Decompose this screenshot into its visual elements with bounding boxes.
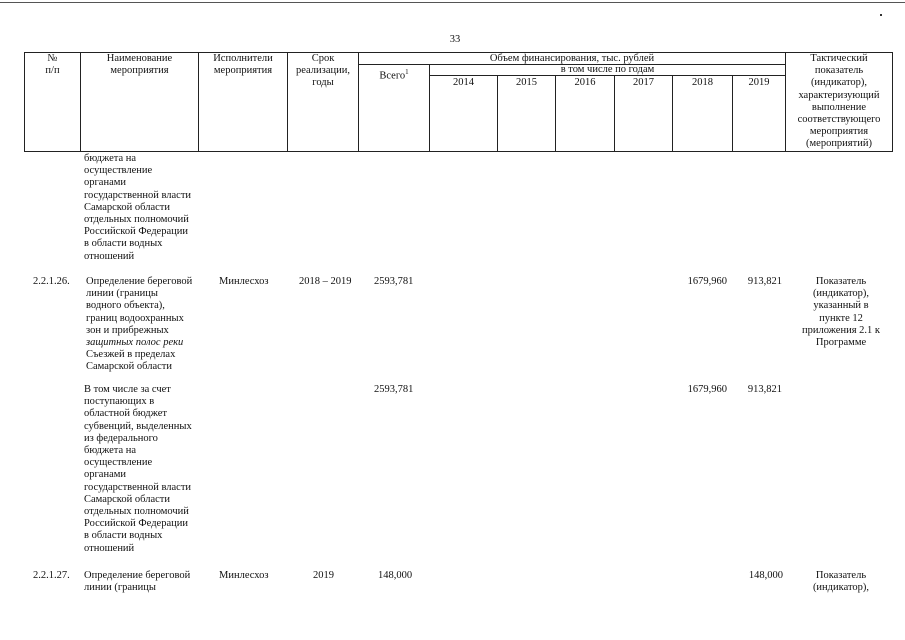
header-year-2015: 2015 (516, 77, 537, 88)
row-total: 2593,781 (374, 276, 414, 287)
row-indicator: Показатель (индикатор), (812, 570, 870, 594)
header-executor: Исполнители мероприятия (213, 53, 273, 77)
page-top-rule (0, 2, 905, 3)
row-value-2019: 913,821 (747, 384, 782, 395)
header-by-years: в том числе по годам (560, 64, 655, 75)
header-num: № п/п (45, 53, 60, 77)
header-year-2016: 2016 (574, 77, 596, 88)
corner-mark (880, 14, 882, 16)
row-total: 148,000 (378, 570, 413, 581)
header-term: Срок реализации, годы (296, 53, 350, 89)
header-funding: Объем финансирования, тыс. рублей (489, 53, 655, 64)
row-value-2018: 1679,960 (687, 276, 727, 287)
header-year-2018: 2018 (692, 77, 713, 88)
row-name (86, 276, 200, 374)
header-year-2014: 2014 (453, 77, 474, 88)
page-number: 33 (449, 34, 461, 45)
header-indicator: Тактический показатель (индикатор), характеризующий выполнение соответствующего мероприятия (мероприятий) (797, 53, 881, 150)
row-name-italic: защитных полос реки (86, 337, 184, 349)
row-number: 2.2.1.26. (33, 276, 70, 287)
row-term: 2018 – 2019 (299, 276, 352, 287)
row-name-part1: Определение береговой линии (границы водного объекта), границ водоохранных зон и прибрежных (86, 276, 193, 336)
header-total-label: Всего (379, 70, 406, 82)
header-year-2019: 2019 (748, 77, 770, 88)
row-name: В том числе за счет поступающих в областной бюджет субвенций, выделенных из федерального бюджета на осуществление органами государственной власти Самарской области отдельных полномочий Российской Федерации в области водных отношений (84, 384, 192, 554)
row-executor: Минлесхоз (219, 570, 269, 581)
row-value-2019: 148,000 (748, 570, 783, 581)
row-executor: Минлесхоз (219, 276, 269, 287)
row-total: 2593,781 (374, 384, 414, 395)
header-year-2017: 2017 (633, 77, 654, 88)
row-term: 2019 (313, 570, 334, 581)
row-indicator: Показатель (индикатор), указанный в пункте 12 приложения 2.1 к Программе (801, 276, 881, 349)
row-value-2018: 1679,960 (687, 384, 727, 395)
header-name: Наименование мероприятия (106, 53, 173, 77)
row-name-part2: Съезжей в пределах Самарской области (86, 349, 176, 373)
header-total-footnote: 1 (405, 68, 409, 76)
continuation-text: бюджета на осуществление органами государственной власти Самарской области отдельных полномочий Российской Федерации в области водных отношений (84, 153, 192, 262)
row-number: 2.2.1.27. (33, 570, 70, 581)
header-total (359, 66, 429, 83)
row-value-2019: 913,821 (747, 276, 782, 287)
row-name: Определение береговой линии (границы (84, 570, 191, 594)
